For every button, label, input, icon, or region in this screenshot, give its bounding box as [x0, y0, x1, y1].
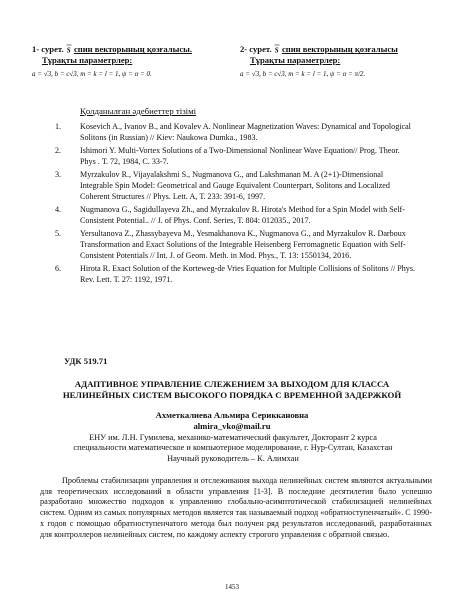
article-title-line: АДАПТИВНОЕ УПРАВЛЕНИЕ СЛЕЖЕНИЕМ ЗА ВЫХОДОМ ДЛЯ КЛАССА [74, 379, 390, 389]
reference-number: 1. [55, 122, 62, 131]
udk-code: УДК 519.71 [64, 356, 108, 366]
reference-text: Myrzakulov R., Vijayalakshmi S., Nugmanova G., and Lakshmanan M. A (2+1)-Dimensional Integrable Spin Model: Geometrical and Gauge Equivalent Counterpart, Solitons and Localized Coherent Structures // Phys. Lett. A, Т. 233: 391-6, 1997. [80, 170, 390, 201]
figure-caption-line [32, 44, 232, 55]
reference-number: 3. [55, 170, 62, 180]
reference-number: 2. [55, 146, 62, 156]
reference-item [55, 205, 415, 226]
article-title [40, 379, 424, 401]
references-list [55, 122, 415, 288]
page-number: 1453 [225, 583, 239, 591]
spin-vector-s-icon [66, 44, 72, 53]
svg-text:S: S [66, 46, 71, 53]
figure-caption-1 [32, 44, 232, 80]
affiliation-line: ЕНУ им. Л.Н. Гумилева, механико-математический факультет, Докторант 2 курса [89, 433, 377, 442]
figure-formula: a = √3, b = c√3, m = k = l = 1, ψ = α = 0. [32, 70, 152, 78]
reference-text: Hirota R. Exact Solution of the Korteweg-de Vries Equation for Multiple Collisions of Solitons // Phys. Rev. Lett. Т. 27: 1192, 1971. [80, 264, 416, 284]
reference-text: Ishimori Y. Multi-Vortex Solutions of a Two-Dimensional Nonlinear Wave Equation// Prog. Theor. Phys . Т. 72, 1984, С. 33-7. [80, 146, 400, 166]
reference-item [55, 229, 415, 261]
reference-number: 6. [55, 264, 62, 274]
figure-caption-text: спин векторының қозғалысы. [73, 44, 192, 54]
reference-text: Yersultanova Z., Zhassybayeva M., Yesmakhanova K., Nugmanova G., and Myrzakulov R. Darboux Transformation and Exact Solutions of the Integrable Heisenberg Ferromagnetic Equation with Self-Consistent Potentials // Int. J. of Geom. Meth. in Mod. Phys., Т. 13: 1550134, 2016. [80, 229, 406, 260]
author-email: almira_vko@mail.ru [193, 421, 271, 431]
reference-item [55, 264, 415, 285]
reference-text: Nugmanova G., Sagidullayeva Zh., and Myrzakulov R. Hirota's Method for a Spin Model with Self-Consistent Potential.. // J. of Phys. Conf. Series, Т. 804: 012035., 2017. [80, 205, 405, 225]
references-title: Қолданылған әдебиеттер тізімі [80, 106, 197, 116]
affiliation-line: специальности математическое и компьютерное моделирование, г. Нур-Султан, Казахстан [73, 443, 393, 453]
figure-caption-line [240, 44, 450, 55]
reference-item [55, 170, 415, 202]
figure-number: 1- сурет. [32, 44, 64, 54]
figure-params-label: Тұрақты параметрлер: [250, 55, 341, 65]
figure-caption-text: спин векторының қозғалысы [281, 44, 398, 54]
figure-caption-2 [240, 44, 450, 80]
figure-number: 2- сурет. [240, 44, 272, 54]
author-name: Ахметкалиева Альмира Сериккановна [155, 410, 309, 420]
abstract-paragraph: Проблемы стабилизации управления и отслеживания выхода нелинейных систем являются актуальными для теоретических исследований в области управления [1-3]. В последние десятилетия было успешно разработано множество подходов к управлению глобально-асимптотической стабилизацией нелинейных систем. Одним из самых популярных методов является так называемый подход «обратноступенчатый». С 1990-х годов с помощью обратноступенчатого метода был получен ряд результатов исследований, разработанных для контроллеров нелинейных систем, по каждому аспекту строгого управления с обратной связью. [40, 476, 432, 539]
figure-params-label: Тұрақты параметрлер: [42, 55, 133, 65]
svg-text:S: S [274, 46, 279, 53]
reference-number: 5. [55, 229, 62, 239]
reference-text: Kosevich A., Ivanov B., and Kovalev A. Nonlinear Magnetization Waves: Dynamical and Topological Solitons (in Russian) // Kiev: Naukowa Dumka., 1983. [80, 122, 411, 142]
affiliation-line: Научный руководитель – К. Алимхан [167, 453, 299, 463]
reference-item [55, 122, 415, 143]
article-title-line: НЕЛИНЕЙНЫХ СИСТЕМ ВЫСОКОГО ПОРЯДКА С ВРЕМЕННОЙ ЗАДЕРЖКОЙ [62, 390, 402, 400]
reference-number: 4. [55, 205, 62, 215]
spin-vector-s-icon [274, 44, 280, 53]
author-affiliation [48, 433, 418, 464]
reference-item [55, 146, 415, 167]
figure-formula: a = √3, b = c√3, m = k = l = 1, ψ = α = π/2. [240, 70, 366, 78]
